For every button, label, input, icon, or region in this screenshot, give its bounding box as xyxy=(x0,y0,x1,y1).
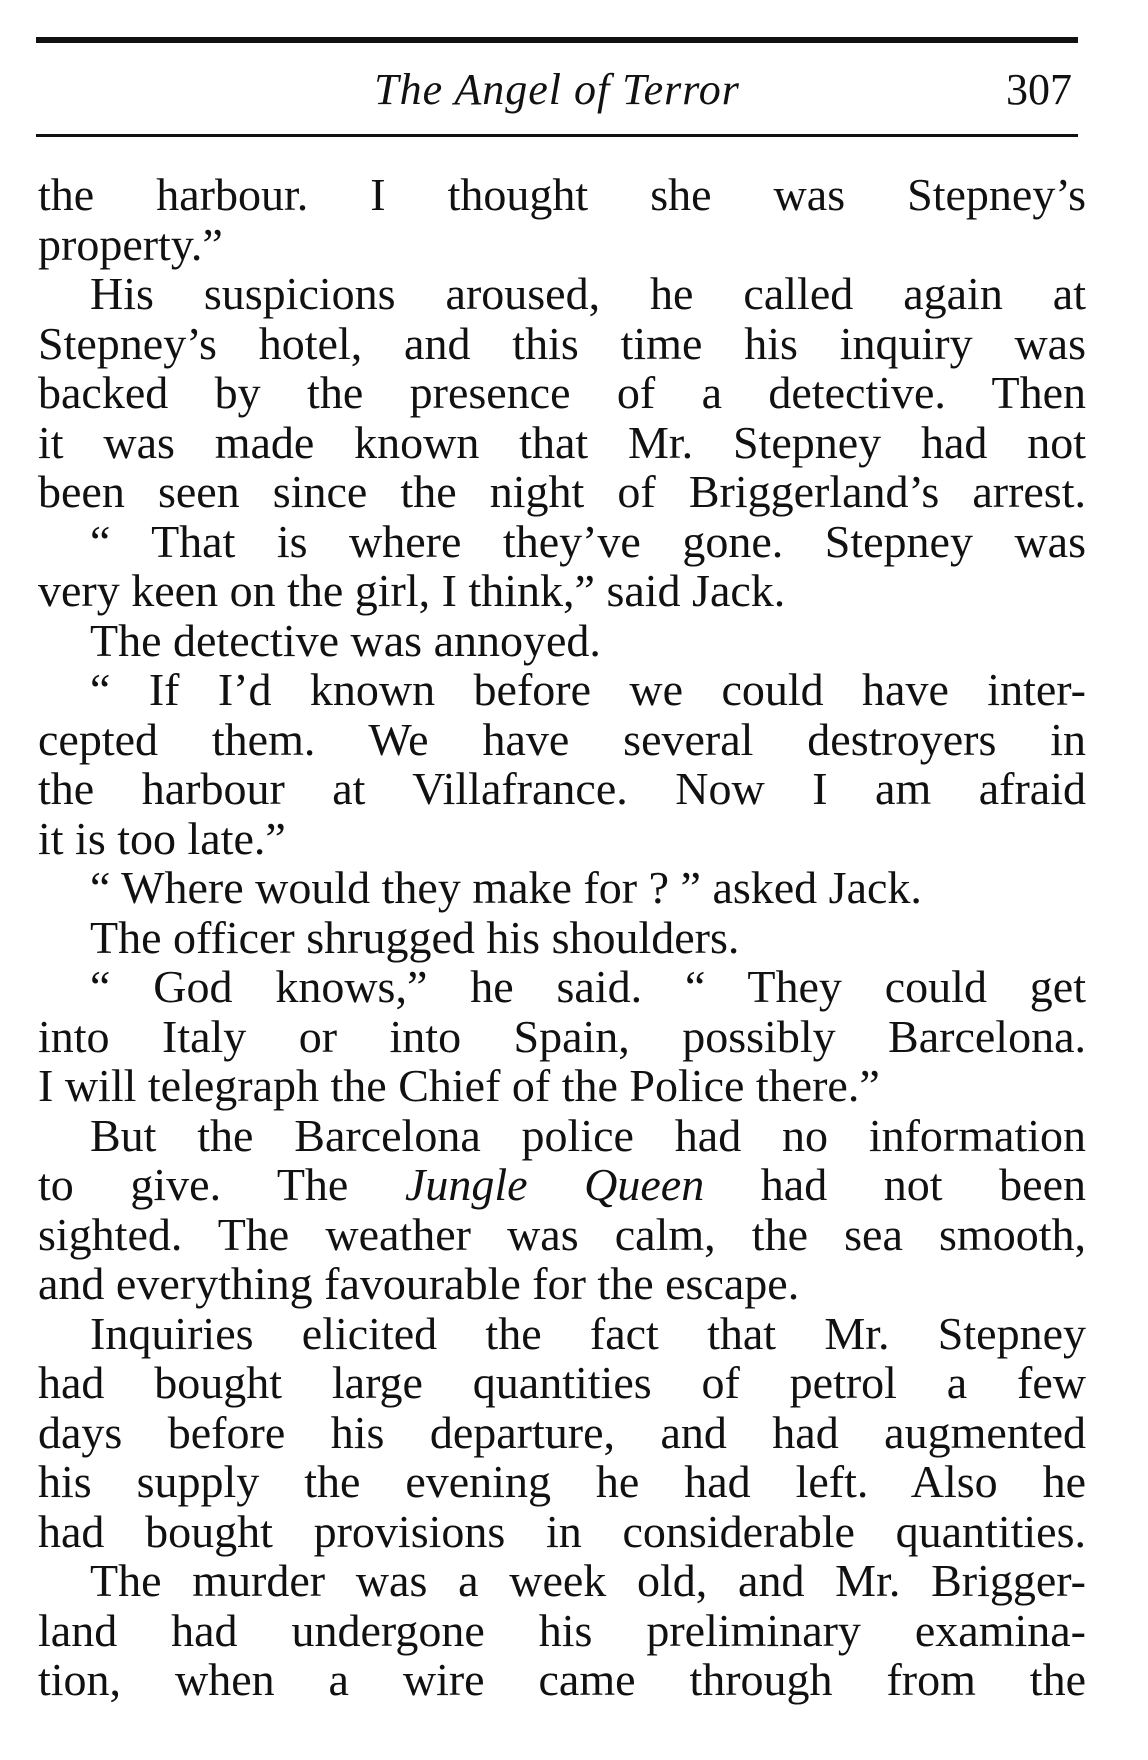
text-line: sighted. The weather was calm, the sea smooth, xyxy=(38,1208,1086,1260)
text-line: Inquiries elicited the fact that Mr. Stepney xyxy=(90,1307,1086,1359)
text-line: had bought provisions in considerable quantities. xyxy=(38,1505,1086,1557)
text-line: I will telegraph the Chief of the Police there.” xyxy=(38,1060,880,1111)
text-line: property.” xyxy=(38,218,223,270)
text-line: very keen on the girl, I think,” said Jack. xyxy=(38,565,786,616)
text-line: “ That is where they’ve gone. Stepney was xyxy=(90,515,1086,567)
running-title: The Angel of Terror xyxy=(374,65,740,114)
text-line: had bought large quantities of petrol a few xyxy=(38,1357,1086,1408)
text-line: it is too late.” xyxy=(38,812,286,864)
text-line: into Italy or into Spain, possibly Barcelona. xyxy=(38,1010,1086,1062)
text-line: been seen since the night of Briggerland’s arrest. xyxy=(38,466,1086,517)
text-line: days before his departure, and had augmented xyxy=(38,1406,1086,1458)
text-line: His suspicions aroused, he called again at xyxy=(90,268,1086,319)
text-line: “ If I’d known before we could have inter- xyxy=(90,664,1086,715)
header-top-rule xyxy=(36,37,1078,43)
text-line: tion, when a wire came through from the xyxy=(38,1654,1086,1705)
text-line: land had undergone his preliminary examina- xyxy=(38,1604,1086,1656)
text-line: to give. The Jungle Queen had not been xyxy=(38,1159,1087,1210)
text-line: Stepney’s hotel, and this time his inquiry was xyxy=(38,317,1086,369)
body-text xyxy=(38,170,1086,1705)
page-number: 307 xyxy=(1006,65,1072,114)
text-line: cepted them. We have several destroyers in xyxy=(38,713,1086,765)
text-line: The detective was annoyed. xyxy=(90,614,601,666)
text-line: and everything favourable for the escape. xyxy=(38,1258,800,1309)
header-bottom-rule xyxy=(36,134,1078,137)
text-line: “ Where would they make for ? ” asked Jack. xyxy=(90,862,922,913)
text-line: The murder was a week old, and Mr. Brigger- xyxy=(90,1555,1086,1606)
text-line: it was made known that Mr. Stepney had not xyxy=(38,416,1086,468)
text-line: The officer shrugged his shoulders. xyxy=(90,911,740,963)
text-line: backed by the presence of a detective. Then xyxy=(38,367,1086,418)
text-line: But the Barcelona police had no information xyxy=(90,1109,1086,1161)
text-line: the harbour. I thought she was Stepney’s xyxy=(38,169,1086,220)
ship-name: Jungle Queen xyxy=(404,1159,705,1210)
text-line: the harbour at Villafrance. Now I am afraid xyxy=(38,763,1086,814)
text-line: his supply the evening he had left. Also he xyxy=(38,1456,1086,1507)
running-head xyxy=(36,60,1078,120)
text-line: “ God knows,” he said. “ They could get xyxy=(90,961,1086,1012)
